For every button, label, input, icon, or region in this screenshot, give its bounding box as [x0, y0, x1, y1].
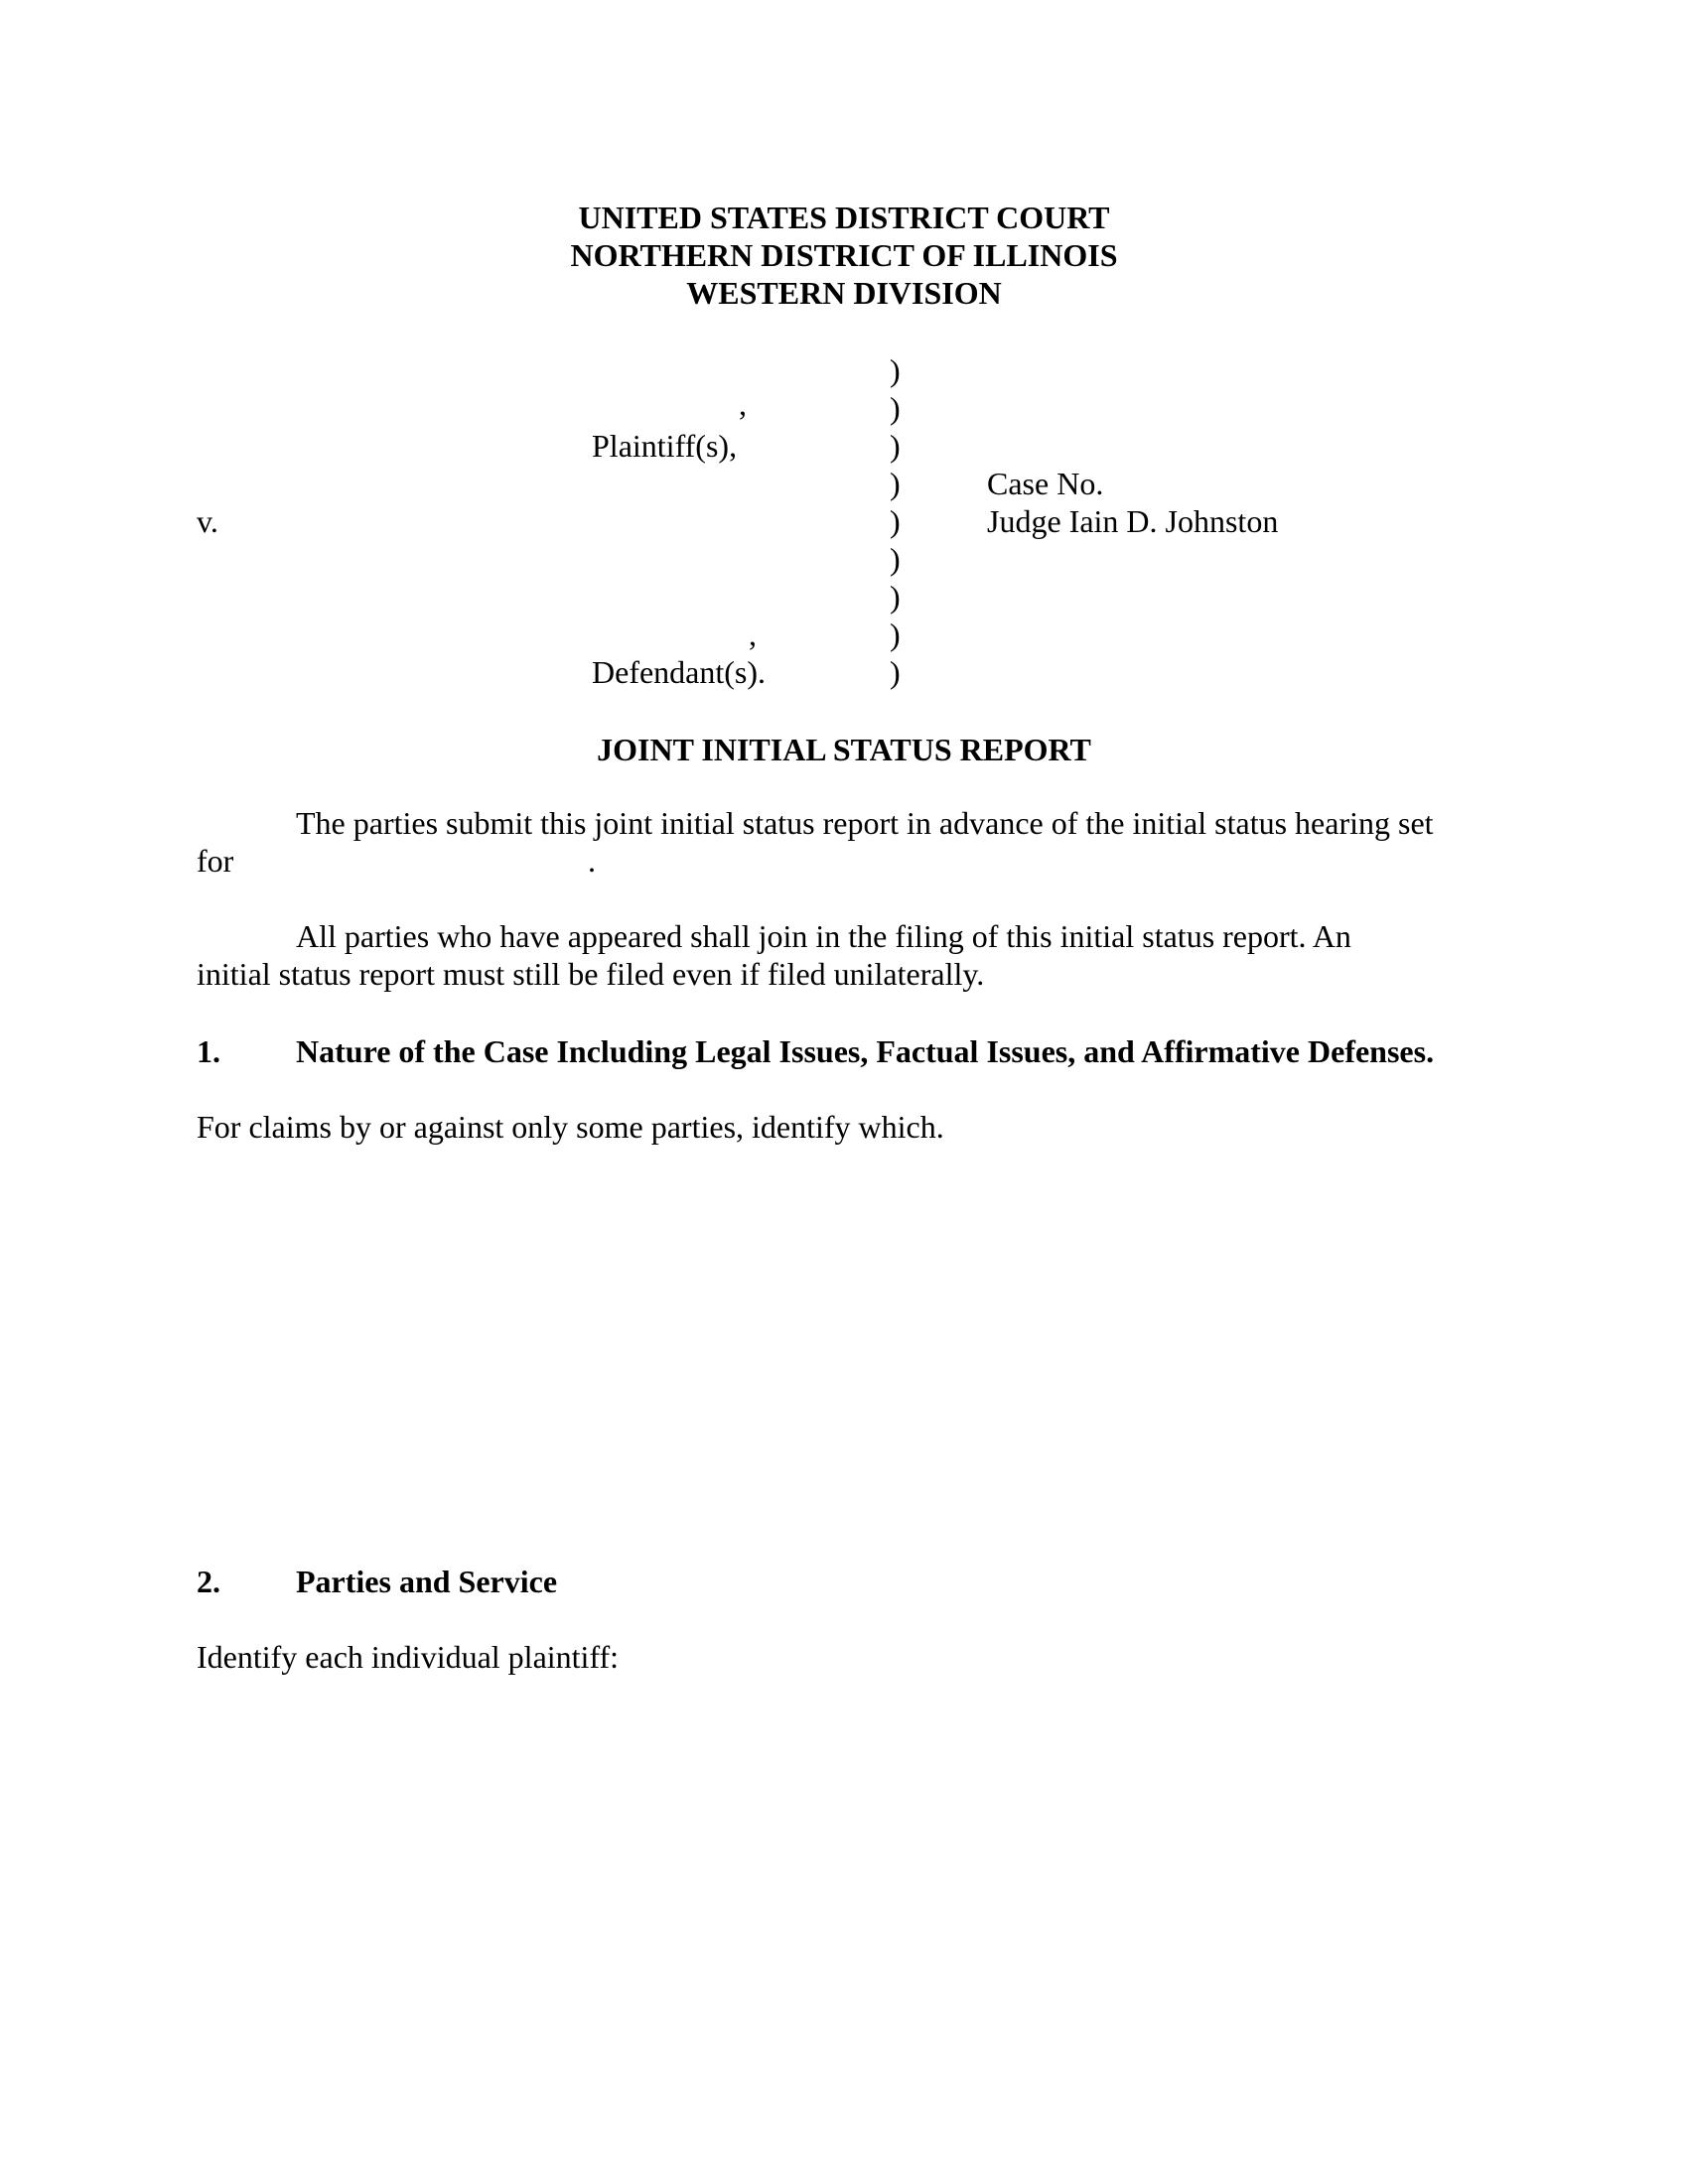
caption-paren: ) — [890, 428, 901, 464]
plaintiff-name-comma: , — [739, 386, 747, 422]
caption-paren: ) — [890, 352, 901, 388]
division-name: WESTERN DIVISION — [686, 275, 1002, 311]
section-1-heading: Nature of the Case Including Legal Issues, Factual Issues, and Affirmative Defenses. — [296, 1033, 1435, 1069]
court-name: UNITED STATES DISTRICT COURT — [578, 200, 1110, 235]
instruction-line-2: initial status report must still be filed even if filed unilaterally. — [197, 956, 985, 992]
caption-paren: ) — [890, 579, 901, 614]
defendant-name-comma: , — [749, 616, 757, 652]
plaintiff-label: Plaintiff(s), — [592, 428, 738, 464]
caption-divider — [890, 351, 901, 691]
caption-paren: ) — [890, 616, 901, 652]
caption-paren: ) — [890, 390, 901, 426]
intro-line-1: The parties submit this joint initial status report in advance of the initial status hearing set — [296, 805, 1434, 841]
caption-paren: ) — [890, 503, 901, 539]
judge-name: Judge Iain D. Johnston — [987, 503, 1279, 539]
case-number-label: Case No. — [987, 466, 1104, 501]
section-1-number: 1. — [197, 1033, 220, 1069]
section-1-body: For claims by or against only some parties, identify which. — [197, 1109, 944, 1145]
section-2-body: Identify each individual plaintiff: — [197, 1639, 620, 1675]
versus-label: v. — [197, 503, 218, 539]
court-header — [0, 199, 1688, 312]
instruction-line-1: All parties who have appeared shall join in the filing of this initial status report. An — [296, 918, 1351, 954]
caption-paren: ) — [890, 541, 901, 577]
intro-line-2-period: . — [588, 843, 596, 879]
intro-line-2-prefix: for — [197, 843, 234, 879]
defendant-label: Defendant(s). — [592, 654, 767, 690]
caption-paren: ) — [890, 466, 901, 501]
report-title: JOINT INITIAL STATUS REPORT — [597, 732, 1091, 767]
section-2-number: 2. — [197, 1564, 220, 1599]
district-name: NORTHERN DISTRICT OF ILLINOIS — [570, 237, 1118, 273]
caption-paren: ) — [890, 654, 901, 690]
section-2-heading: Parties and Service — [296, 1564, 558, 1599]
